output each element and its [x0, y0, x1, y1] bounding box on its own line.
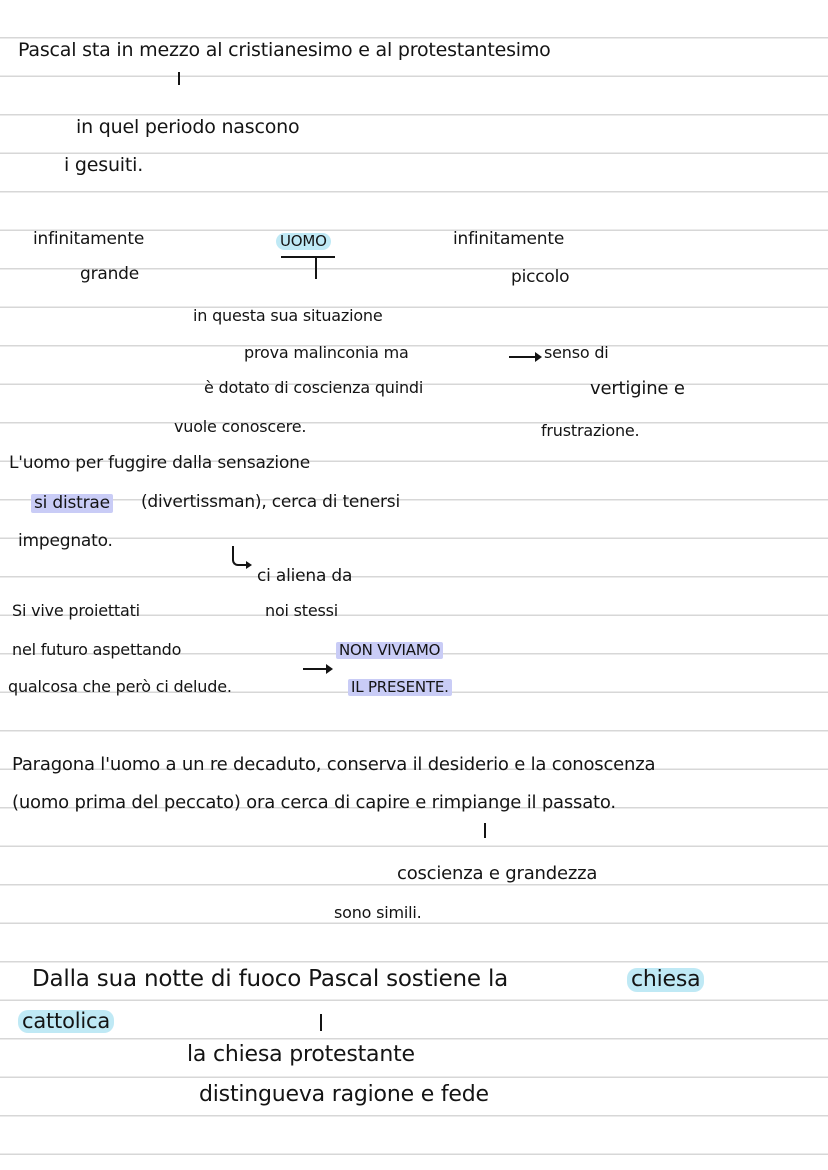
note-infinitely-large-1: infinitamente	[33, 229, 145, 249]
arrow-to-present	[303, 668, 329, 670]
hook-arrow-alienates	[232, 546, 246, 566]
note-alienates-2: noi stessi	[265, 601, 339, 620]
note-man-highlight: UOMO	[276, 233, 331, 250]
note-vertigo: vertigine e	[590, 378, 685, 399]
note-not-living-highlight-1: NON VIVIAMO	[336, 642, 443, 659]
note-line-pascal-between: Pascal sta in mezzo al cristianesimo e al protestantesimo	[18, 39, 551, 61]
connector-tick	[320, 1014, 322, 1031]
note-line-period: in quel periodo nascono	[76, 116, 300, 138]
note-melancholy: prova malinconia ma	[244, 343, 409, 362]
note-protestant-1: la chiesa protestante	[187, 1042, 415, 1067]
note-king-2: (uomo prima del peccato) ora cerca di capire e rimpiange il passato.	[12, 792, 616, 813]
note-wants-know: vuole conoscere.	[174, 417, 307, 436]
balance-bar	[281, 256, 335, 258]
note-similar-2: sono simili.	[334, 903, 422, 922]
note-escape-3: impegnato.	[18, 531, 113, 551]
note-fire-highlight-2: cattolica	[18, 1010, 114, 1033]
note-similar-1: coscienza e grandezza	[397, 863, 598, 884]
note-escape-highlight: si distrae	[31, 494, 113, 513]
balance-stem	[315, 257, 317, 279]
note-situation: in questa sua situazione	[193, 306, 383, 325]
note-fire-highlight-1: chiesa	[627, 968, 704, 992]
note-sense-of: senso di	[544, 343, 609, 362]
note-protestant-2: distingueva ragione e fede	[199, 1082, 489, 1107]
note-alienates-1: ci aliena da	[257, 566, 353, 586]
note-line-jesuits: i gesuiti.	[64, 154, 144, 176]
note-future-3: qualcosa che però ci delude.	[8, 677, 232, 696]
note-infinitely-small-2: piccolo	[511, 267, 570, 287]
note-escape-2: (divertissman), cerca di tenersi	[141, 492, 400, 512]
note-infinitely-small-1: infinitamente	[453, 229, 565, 249]
note-fire-1: Dalla sua notte di fuoco Pascal sostiene la	[32, 966, 509, 992]
note-frustration: frustrazione.	[541, 421, 640, 440]
connector-tick	[178, 72, 180, 85]
note-conscience: è dotato di coscienza quindi	[204, 378, 424, 397]
note-infinitely-large-2: grande	[80, 264, 140, 284]
note-future-1: Si vive proiettati	[12, 601, 140, 620]
note-not-living-highlight-2: IL PRESENTE.	[348, 679, 452, 696]
note-escape-1: L'uomo per fuggire dalla sensazione	[9, 453, 310, 473]
arrow-to-sense	[509, 356, 538, 358]
connector-tick	[484, 823, 486, 838]
note-king-1: Paragona l'uomo a un re decaduto, conserva il desiderio e la conoscenza	[12, 754, 656, 775]
note-future-2: nel futuro aspettando	[12, 640, 182, 659]
